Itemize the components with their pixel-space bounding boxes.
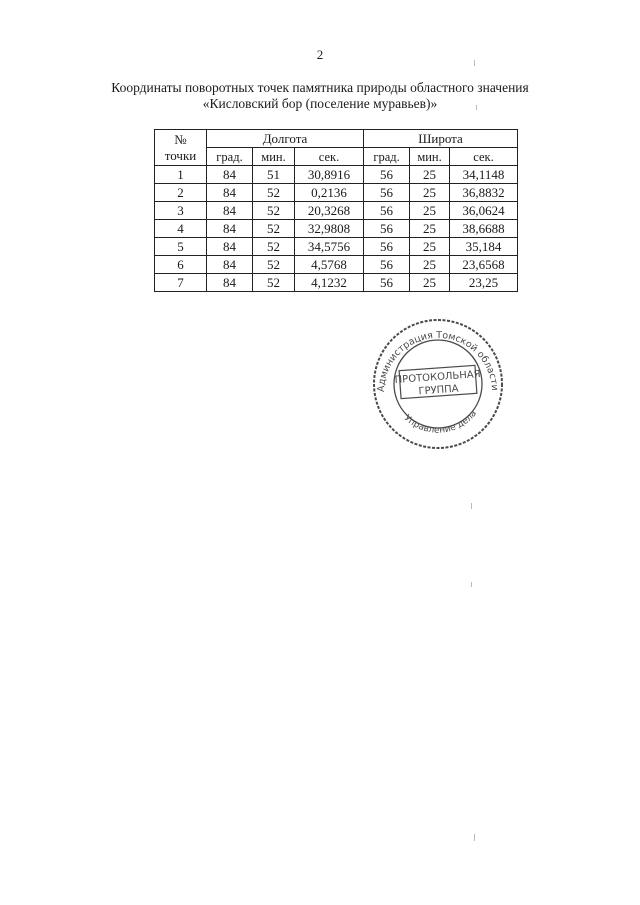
point-number-header-line-2: точки [164,147,197,163]
lat-degrees-cell: 56 [364,274,410,292]
lat-minutes-cell: 25 [410,202,450,220]
lon-degrees-cell: 84 [207,238,253,256]
lon-seconds-cell: 32,9808 [295,220,364,238]
sub-header-lat-seconds: сек. [450,148,518,166]
point-number-cell: 1 [155,166,207,184]
lat-degrees-cell: 56 [364,166,410,184]
sub-header-lon-degrees: град. [207,148,253,166]
point-number-header [155,130,207,166]
lat-seconds-cell: 23,25 [450,274,518,292]
table-row [155,202,518,220]
table-row [155,238,518,256]
lon-minutes-cell: 51 [253,166,295,184]
lon-minutes-cell: 52 [253,256,295,274]
scan-mark [474,834,475,841]
point-number-cell: 2 [155,184,207,202]
lat-minutes-cell: 25 [410,238,450,256]
lat-minutes-cell: 25 [410,166,450,184]
document-title [0,80,640,112]
longitude-header: Долгота [207,130,364,148]
title-line-1: Координаты поворотных точек памятника природы областного значения [111,80,529,95]
lat-seconds-cell: 36,0624 [450,202,518,220]
point-number-cell: 6 [155,256,207,274]
sub-header-lon-minutes: мин. [253,148,295,166]
lon-degrees-cell: 84 [207,166,253,184]
scan-mark [474,60,475,66]
point-number-cell: 4 [155,220,207,238]
stamp-center-line-1: ПРОТОКОЛЬНАЯ [394,369,481,386]
lon-degrees-cell: 84 [207,256,253,274]
lon-minutes-cell: 52 [253,184,295,202]
lat-degrees-cell: 56 [364,238,410,256]
coordinates-table [154,129,518,292]
table-row [155,220,518,238]
lon-seconds-cell: 30,8916 [295,166,364,184]
official-stamp [370,318,506,450]
lat-seconds-cell: 36,8832 [450,184,518,202]
sub-header-lon-seconds: сек. [295,148,364,166]
table-row [155,166,518,184]
scan-mark [471,582,472,587]
table-row [155,274,518,292]
lat-degrees-cell: 56 [364,256,410,274]
lat-minutes-cell: 25 [410,274,450,292]
lon-degrees-cell: 84 [207,220,253,238]
lat-degrees-cell: 56 [364,202,410,220]
sub-header-lat-degrees: град. [364,148,410,166]
lon-seconds-cell: 34,5756 [295,238,364,256]
title-line-2: «Кисловский бор (поселение муравьев)» [202,96,438,111]
lat-seconds-cell: 23,6568 [450,256,518,274]
lat-seconds-cell: 38,6688 [450,220,518,238]
point-number-cell: 7 [155,274,207,292]
stamp-bottom-text: Управление дела [401,408,479,436]
lat-minutes-cell: 25 [410,256,450,274]
lon-seconds-cell: 20,3268 [295,202,364,220]
lon-degrees-cell: 84 [207,184,253,202]
lat-degrees-cell: 56 [364,220,410,238]
lon-minutes-cell: 52 [253,274,295,292]
lon-seconds-cell: 4,1232 [295,274,364,292]
point-number-cell: 5 [155,238,207,256]
sub-header-lat-minutes: мин. [410,148,450,166]
scan-mark [476,105,477,110]
stamp-outer-text: Администрация Томской области [375,329,501,393]
table-row [155,256,518,274]
lat-seconds-cell: 34,1148 [450,166,518,184]
stamp-center-line-2: ГРУППА [418,383,459,398]
point-number-cell: 3 [155,202,207,220]
lat-minutes-cell: 25 [410,220,450,238]
lon-minutes-cell: 52 [253,238,295,256]
lon-degrees-cell: 84 [207,202,253,220]
point-number-header-line-1: № [174,131,187,147]
lat-seconds-cell: 35,184 [450,238,518,256]
lat-degrees-cell: 56 [364,184,410,202]
latitude-header: Широта [364,130,518,148]
lat-minutes-cell: 25 [410,184,450,202]
scan-mark [471,503,472,509]
table-row [155,184,518,202]
page-number: 2 [316,47,324,62]
lon-seconds-cell: 0,2136 [295,184,364,202]
lon-seconds-cell: 4,5768 [295,256,364,274]
lon-minutes-cell: 52 [253,220,295,238]
lon-minutes-cell: 52 [253,202,295,220]
lon-degrees-cell: 84 [207,274,253,292]
